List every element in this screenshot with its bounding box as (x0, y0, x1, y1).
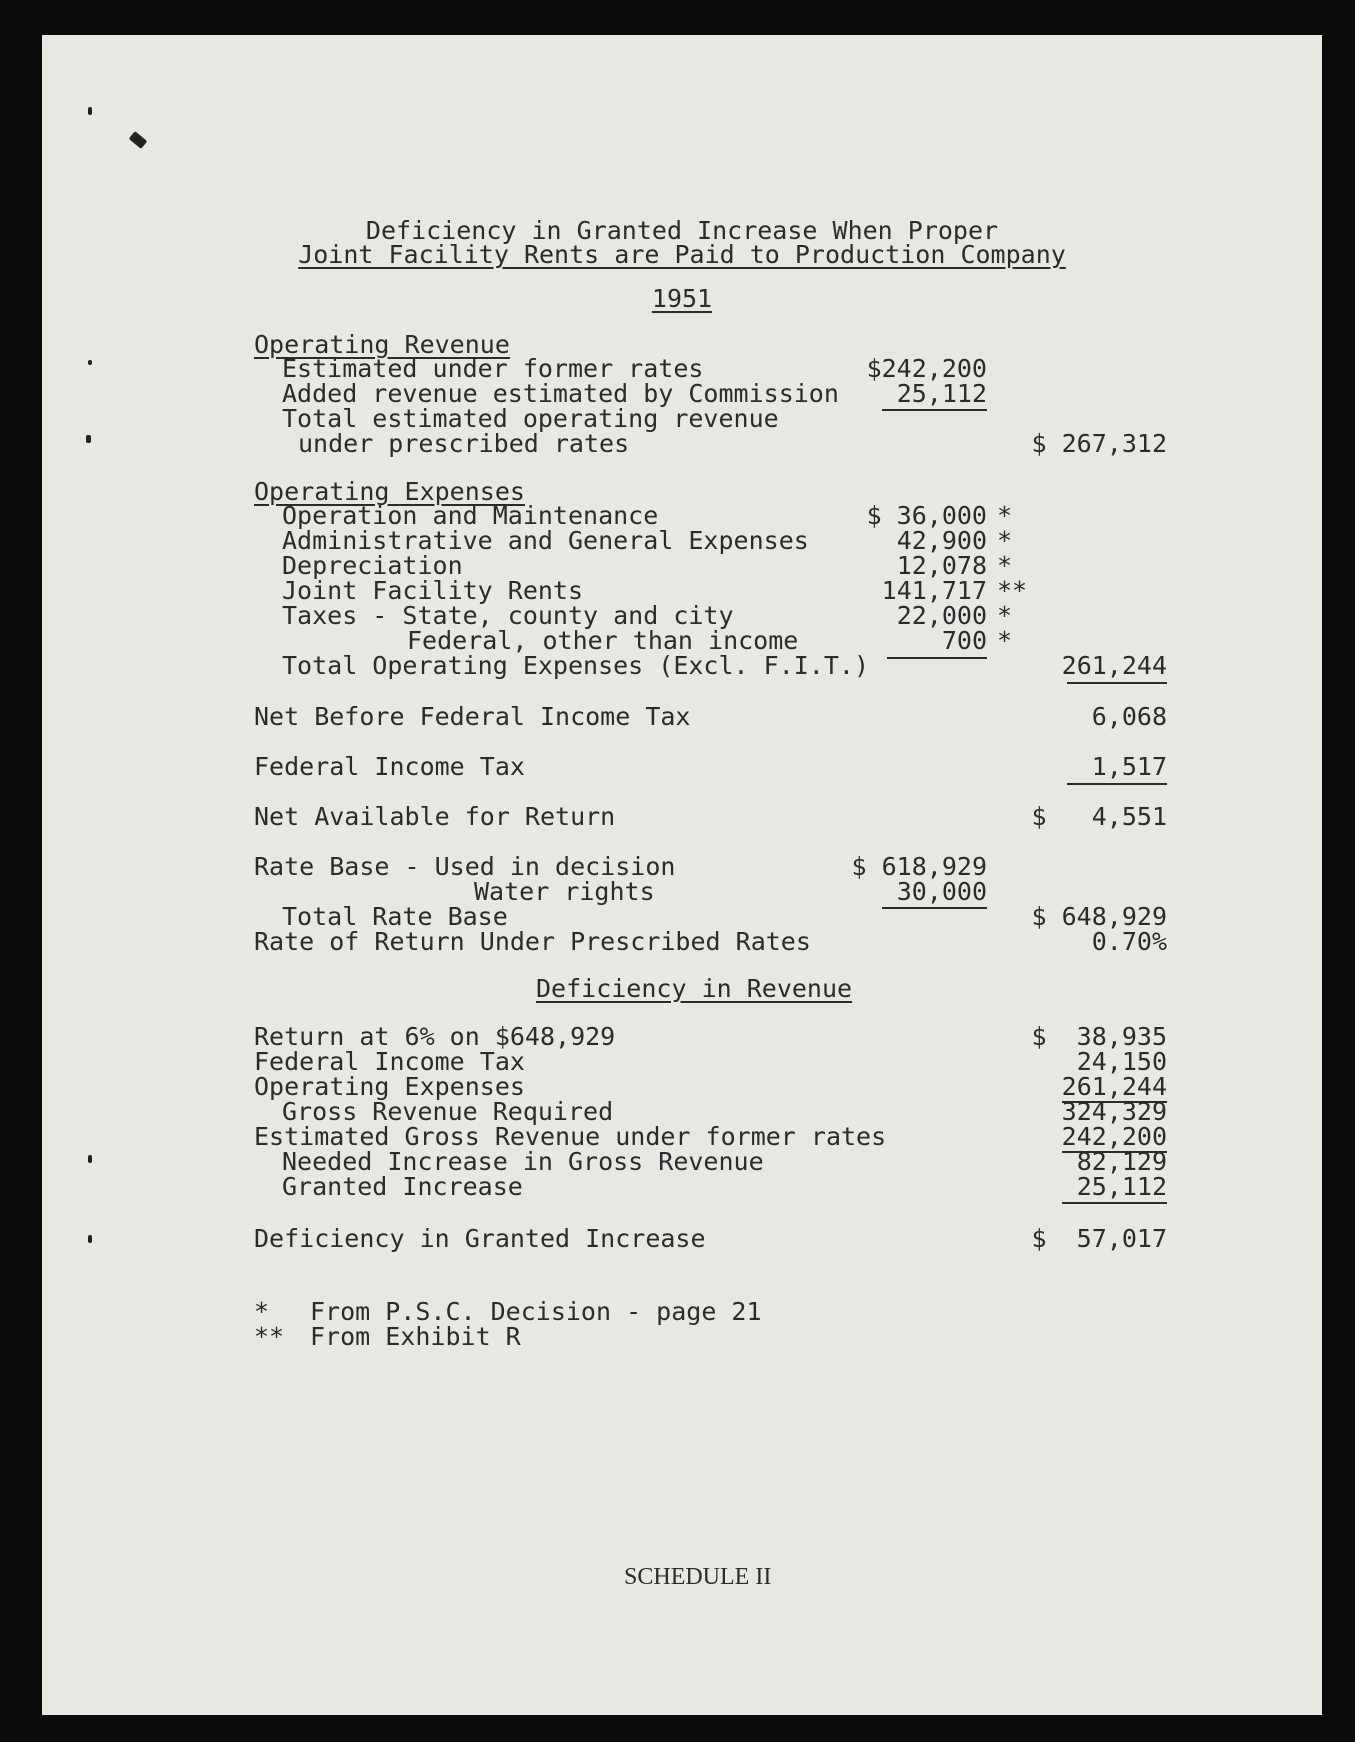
former-rates-value: $242,200 (866, 354, 987, 383)
added-revenue-label: Added revenue estimated by Commission (282, 379, 839, 408)
former-rates-label: Estimated under former rates (282, 354, 704, 383)
margin-speck (88, 1235, 92, 1243)
total-revenue-label-1: Total estimated operating revenue (282, 404, 779, 433)
total-rate-base-label: Total Rate Base (282, 902, 508, 931)
expense-value: $ 36,000 (866, 501, 987, 530)
deficiency-row-label: Granted Increase (282, 1172, 523, 1201)
expense-footnote-mark: * (997, 626, 1013, 655)
title-line-2: Joint Facility Rents are Paid to Production Company (298, 240, 1066, 269)
expense-footnote-mark: * (997, 551, 1013, 580)
total-revenue-value: $ 267,312 (1031, 429, 1167, 458)
total-rate-base-value: $ 648,929 (1031, 902, 1167, 931)
footnote-mark: ** (254, 1322, 285, 1351)
operating-expenses-heading: Operating Expenses (254, 477, 525, 506)
margin-speck (88, 107, 92, 115)
expense-label: Administrative and General Expenses (282, 526, 809, 555)
net-before-fit-label: Net Before Federal Income Tax (254, 702, 691, 731)
margin-speck (88, 360, 92, 365)
deficiency-row-value: 24,150 (1076, 1047, 1167, 1076)
expense-label: Operation and Maintenance (282, 501, 659, 530)
total-expenses-value: 261,244 (1061, 651, 1167, 680)
deficiency-heading: Deficiency in Revenue (536, 974, 853, 1003)
expense-label: Joint Facility Rents (282, 576, 584, 605)
deficiency-row-label: Gross Revenue Required (282, 1097, 614, 1126)
added-revenue-value: 25,112 (896, 379, 987, 408)
expense-footnote-mark: * (997, 501, 1013, 530)
expense-value: 22,000 (896, 601, 987, 630)
deficiency-row-label: Estimated Gross Revenue under former rates (254, 1122, 887, 1151)
deficiency-row-value: 82,129 (1076, 1147, 1167, 1176)
expense-footnote-mark: * (997, 601, 1013, 630)
rule (1067, 783, 1167, 785)
rate-base-used-label: Rate Base - Used in decision (254, 852, 676, 881)
margin-speck (129, 131, 148, 149)
rate-of-return-value: 0.70% (1091, 927, 1167, 956)
deficiency-final-value: $ 57,017 (1031, 1224, 1167, 1253)
rate-base-used-value: $ 618,929 (851, 852, 987, 881)
footnote-text: From P.S.C. Decision - page 21 (310, 1297, 762, 1326)
rate-of-return-label: Rate of Return Under Prescribed Rates (254, 927, 811, 956)
operating-revenue-heading: Operating Revenue (254, 330, 510, 359)
rule (882, 409, 987, 411)
net-available-value: $ 4,551 (1031, 802, 1167, 831)
total-expenses-label: Total Operating Expenses (Excl. F.I.T.) (282, 651, 869, 680)
margin-speck (88, 1155, 92, 1163)
expense-footnote-mark: ** (997, 576, 1028, 605)
deficiency-row-value: 25,112 (1076, 1172, 1167, 1201)
expense-footnote-mark: * (997, 526, 1013, 555)
year-heading: 1951 (651, 284, 713, 313)
rule (1062, 1202, 1167, 1204)
expense-label: Taxes - State, county and city (282, 601, 734, 630)
water-rights-label: Water rights (474, 877, 655, 906)
deficiency-final-label: Deficiency in Granted Increase (254, 1224, 706, 1253)
deficiency-row-value: 261,244 (1061, 1072, 1167, 1101)
schedule-label: SCHEDULE II (624, 1564, 772, 1590)
footnote-mark: * (254, 1297, 270, 1326)
document-page (42, 35, 1322, 1715)
footnote-text: From Exhibit R (310, 1322, 521, 1351)
water-rights-value: 30,000 (896, 877, 987, 906)
expense-value: 700 (941, 626, 987, 655)
margin-speck (86, 435, 91, 443)
deficiency-row-label: Federal Income Tax (254, 1047, 525, 1076)
total-revenue-label-2: under prescribed rates (298, 429, 630, 458)
title-line-1: Deficiency in Granted Increase When Proper (365, 216, 999, 245)
deficiency-row-label: Return at 6% on $648,929 (254, 1022, 616, 1051)
deficiency-row-label: Needed Increase in Gross Revenue (282, 1147, 764, 1176)
deficiency-row-value: $ 38,935 (1031, 1022, 1167, 1051)
expense-value: 12,078 (896, 551, 987, 580)
deficiency-row-value: 324,329 (1061, 1097, 1167, 1126)
expense-value: 42,900 (896, 526, 987, 555)
expense-label: Depreciation (282, 551, 463, 580)
fit-label: Federal Income Tax (254, 752, 525, 781)
deficiency-row-label: Operating Expenses (254, 1072, 525, 1101)
expense-label: Federal, other than income (407, 626, 799, 655)
net-available-label: Net Available for Return (254, 802, 616, 831)
expense-value: 141,717 (881, 576, 987, 605)
deficiency-row-value: 242,200 (1061, 1122, 1167, 1151)
net-before-fit-value: 6,068 (1091, 702, 1167, 731)
fit-value: 1,517 (1091, 752, 1167, 781)
rule (1067, 682, 1167, 684)
